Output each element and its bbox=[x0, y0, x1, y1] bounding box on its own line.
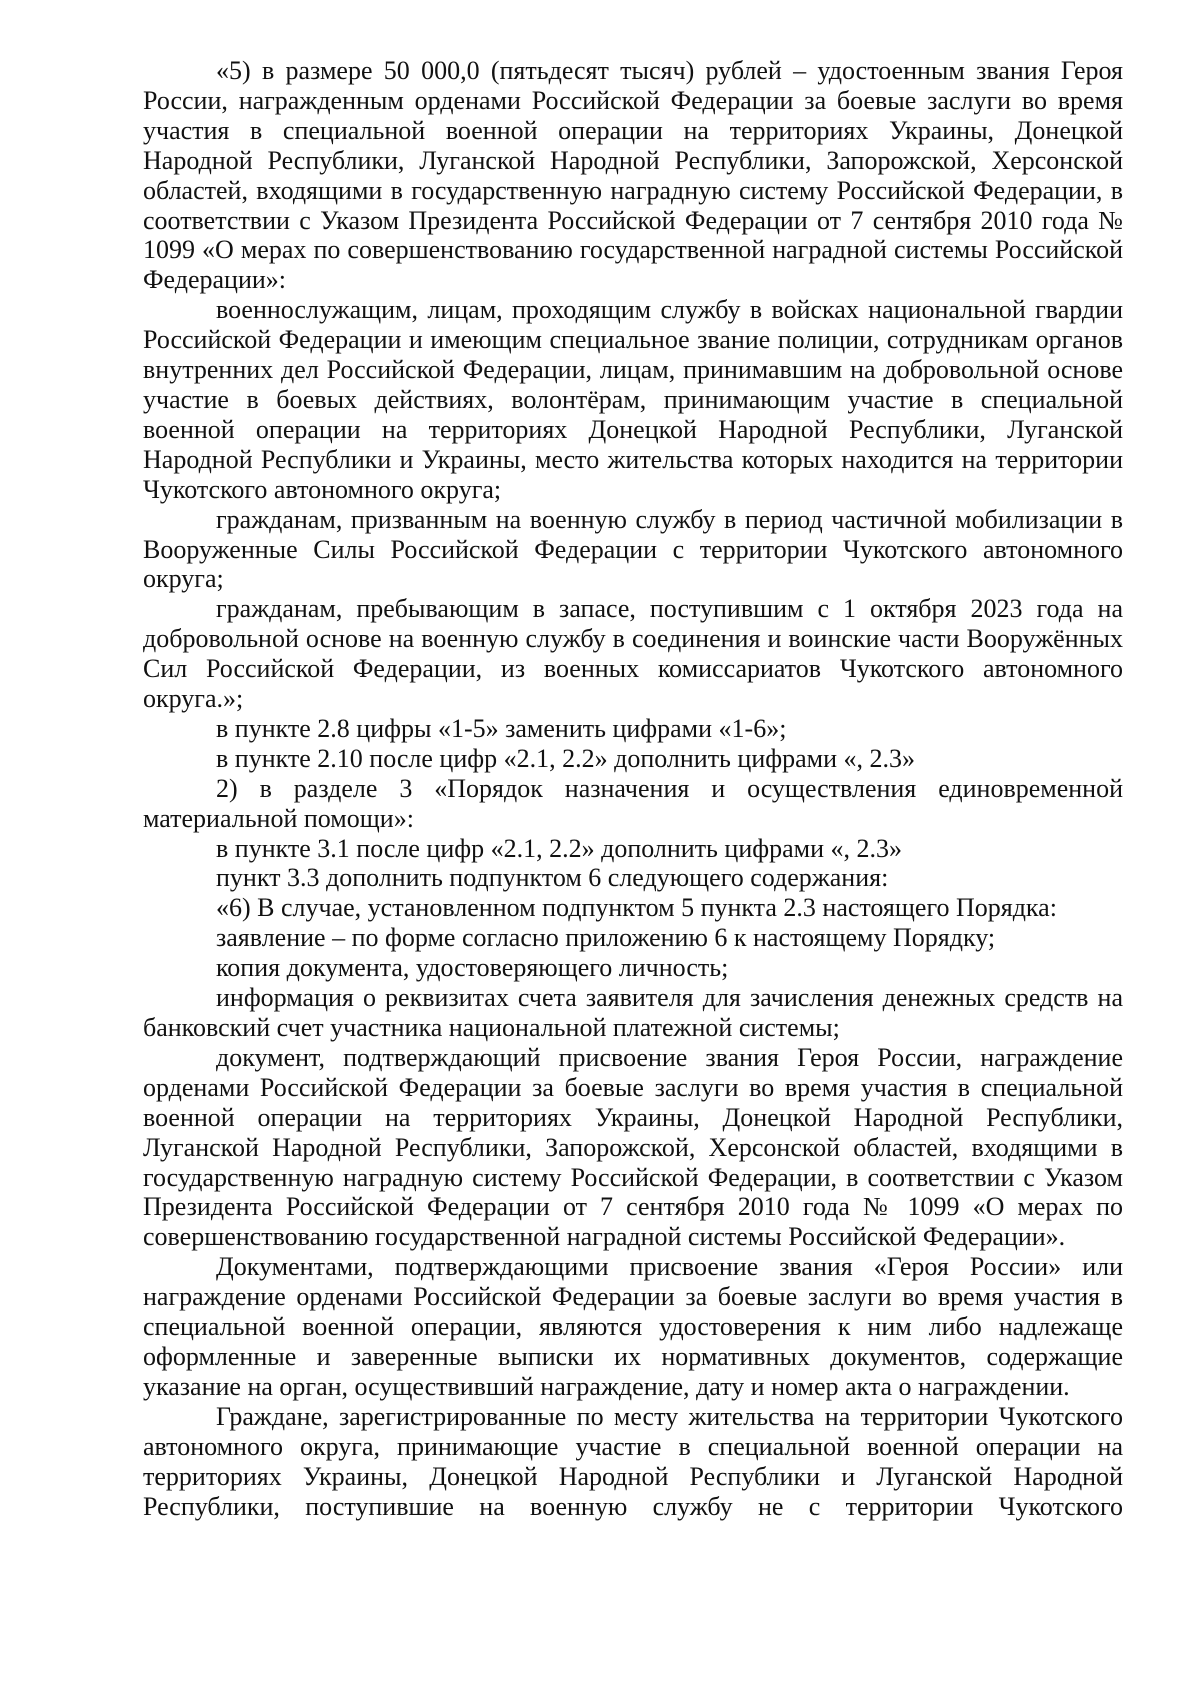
paragraph-subclause-6: «6) В случае, установленном подпунктом 5 пункта 2.3 настоящего Порядка: bbox=[216, 893, 1057, 923]
paragraph-bank-details: информация о реквизитах счета заявителя для зачисления денежных средств на банковский счет участника национальной платежной системы; bbox=[143, 983, 1123, 1042]
paragraph-reservists-clause: гражданам, пребывающим в запасе, поступившим с 1 октября 2023 года на добровольной основе на военную службу в соединения и воинские части Вооружённых Сил Российской Федерации, из военных комиссариатов Чукотского автономного округа.»; bbox=[143, 594, 1123, 714]
paragraph-section-3-heading: 2) в разделе 3 «Порядок назначения и осуществления единовременной материальной помощи»: bbox=[143, 773, 1123, 833]
paragraph-amend-3-1: в пункте 3.1 после цифр «2.1, 2.2» дополнить цифрами «, 2.3» bbox=[216, 833, 902, 863]
paragraph-award-confirmation-document: документ, подтверждающий присвоение звания Героя России, награждение орденами Российской Федерации за боевые заслуги во время участия в специальной военной операции на территориях Украины, Донецкой Народной Республики, Луганской Народной Республики, Запорожской, Херсонской областей, входящими в государственную наградную систему Российской Федерации, в соответствии с Указом Президента Российской Федерации от 7 сентября 2010 года № 1099 «О мерах по совершенствованию государственной наградной системы Российской Федерации». bbox=[143, 1042, 1123, 1252]
paragraph-mobilized-clause: гражданам, призванным на военную службу в период частичной мобилизации в Вооруженные Силы Российской Федерации с территории Чукотского автономного округа; bbox=[143, 504, 1123, 594]
paragraph-amend-3-3: пункт 3.3 дополнить подпунктом 6 следующего содержания: bbox=[216, 863, 889, 893]
paragraph-application-form: заявление – по форме согласно приложению 6 к настоящему Порядку; bbox=[216, 923, 996, 953]
paragraph-amend-2-8: в пункте 2.8 цифры «1-5» заменить цифрами «1-6»; bbox=[216, 713, 787, 743]
paragraph-identity-document: копия документа, удостоверяющего личность; bbox=[216, 953, 729, 983]
paragraph-servicemen-clause: военнослужащим, лицам, проходящим службу в войсках национальной гвардии Российской Федерации и имеющим специальное звание полиции, сотрудникам органов внутренних дел Российской Федерации, лицам, принимавшим на добровольной основе участие в боевых действиях, волонтёрам, принимающим участие в специальной военной операции на территориях Донецкой Народной Республики, Луганской Народной Республики и Украины, место жительства которых находится на территории Чукотского автономного округа; bbox=[143, 295, 1123, 504]
paragraph-hero-award-clause: «5) в размере 50 000,0 (пятьдесят тысяч) рублей – удостоенным звания Героя России, награжденным орденами Российской Федерации за боевые заслуги во время участия в специальной военной операции на территориях Украины, Донецкой Народной Республики, Луганской Народной Республики, Запорожской, Херсонской областей, входящими в государственную наградную систему Российской Федерации, в соответствии с Указом Президента Российской Федерации от 7 сентября 2010 года № 1099 «О мерах по совершенствованию государственной наградной системы Российской Федерации»: bbox=[143, 56, 1123, 295]
paragraph-amend-2-10: в пункте 2.10 после цифр «2.1, 2.2» дополнить цифрами «, 2.3» bbox=[216, 743, 915, 773]
document-body bbox=[143, 56, 1123, 1521]
paragraph-confirming-documents: Документами, подтверждающими присвоение звания «Героя России» или награждение орденами Российской Федерации за боевые заслуги во время участия в специальной военной операции, являются удостоверения к ним либо надлежаще оформленные и заверенные выписки их нормативных документов, содержащие указание на орган, осуществивший награждение, дату и номер акта о награждении. bbox=[143, 1252, 1123, 1401]
paragraph-registered-citizens: Граждане, зарегистрированные по месту жительства на территории Чукотского автономного округа, принимающие участие в специальной военной операции на территориях Украины, Донецкой Народной Республики и Луганской Народной Республики, поступившие на военную службу не с территории Чукотского bbox=[143, 1401, 1123, 1521]
